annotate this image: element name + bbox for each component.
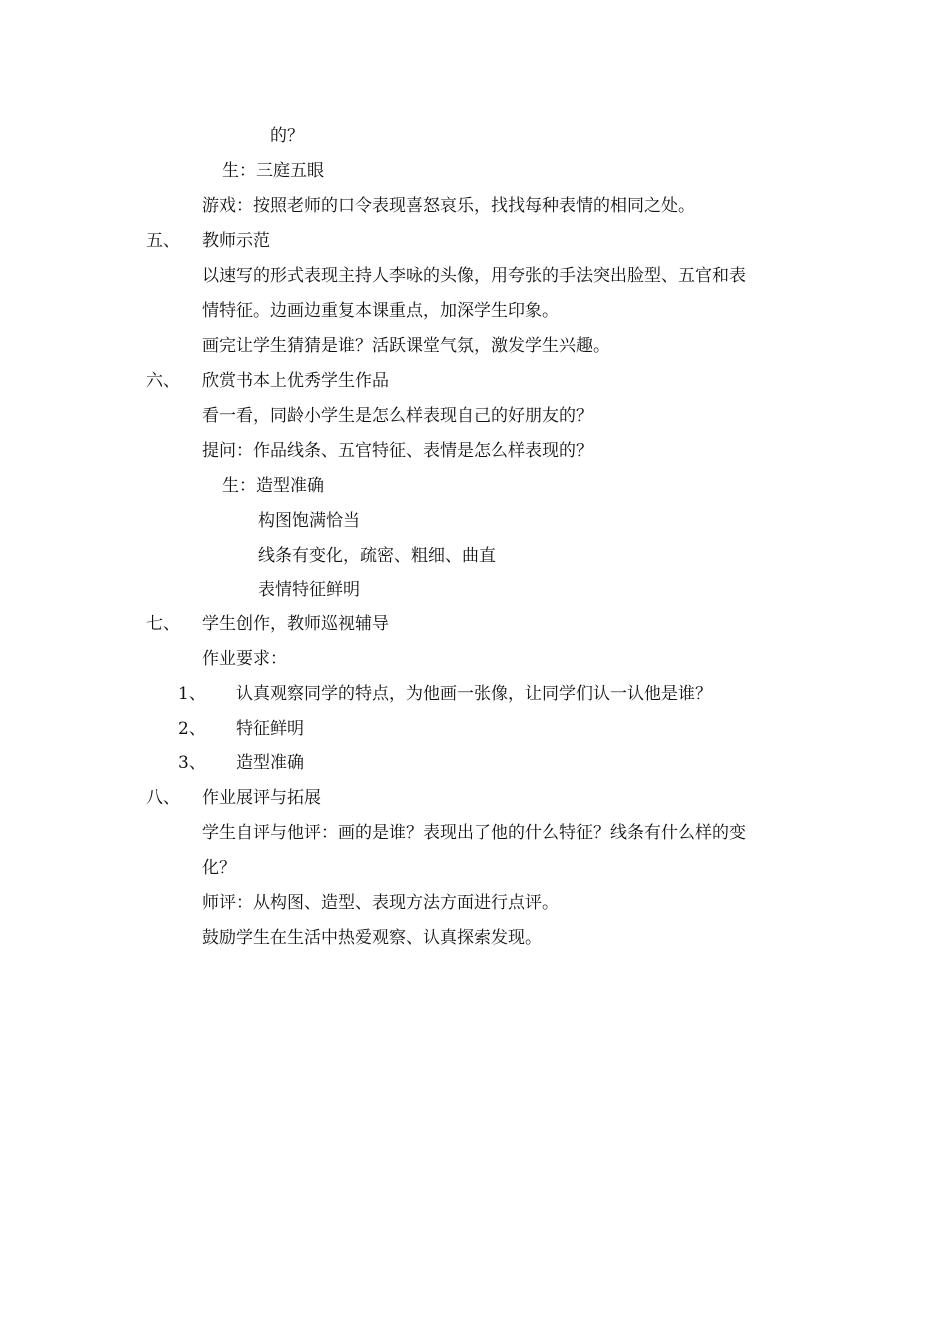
section-heading: 欣赏书本上优秀学生作品	[202, 371, 389, 391]
list-item: 特征鲜明	[236, 719, 304, 739]
text-line: 提问：作品线条、五官特征、表情是怎么样表现的？	[202, 441, 593, 461]
section-number: 五、	[146, 231, 180, 251]
section-heading: 教师示范	[202, 231, 270, 251]
text-line: 化？	[202, 858, 236, 878]
list-number: 3、	[178, 753, 206, 773]
text-line: 画完让学生猜猜是谁？活跃课堂气氛，激发学生兴趣。	[202, 336, 610, 356]
section-heading: 学生创作，教师巡视辅导	[202, 614, 389, 634]
text-line: 线条有变化，疏密、粗细、曲直	[258, 546, 496, 566]
text-line: 表情特征鲜明	[258, 580, 360, 600]
text-line: 鼓励学生在生活中热爱观察、认真探索发现。	[202, 928, 542, 948]
text-line: 以速写的形式表现主持人李咏的头像，用夸张的手法突出脸型、五官和表	[202, 266, 746, 286]
text-line: 情特征。边画边重复本课重点，加深学生印象。	[202, 301, 559, 321]
section-number: 七、	[146, 614, 180, 634]
text-line: 游戏：按照老师的口令表现喜怒哀乐，找找每种表情的相同之处。	[202, 196, 695, 216]
text-line: 看一看，同龄小学生是怎么样表现自己的好朋友的？	[202, 406, 593, 426]
text-line: 构图饱满恰当	[258, 511, 360, 531]
list-item: 造型准确	[236, 753, 304, 773]
list-number: 2、	[178, 719, 206, 739]
text-line: 师评：从构图、造型、表现方法方面进行点评。	[202, 893, 559, 913]
section-number: 六、	[146, 371, 180, 391]
section-number: 八、	[146, 788, 180, 808]
list-item: 认真观察同学的特点，为他画一张像，让同学们认一认他是谁？	[236, 684, 712, 704]
text-line: 生：造型准确	[222, 476, 324, 496]
text-line: 作业要求：	[202, 649, 287, 669]
text-line: 的？	[270, 126, 304, 146]
list-number: 1、	[178, 684, 206, 704]
text-line: 学生自评与他评：画的是谁？表现出了他的什么特征？线条有什么样的变	[202, 823, 746, 843]
section-heading: 作业展评与拓展	[202, 788, 321, 808]
text-line: 生：三庭五眼	[222, 161, 324, 181]
